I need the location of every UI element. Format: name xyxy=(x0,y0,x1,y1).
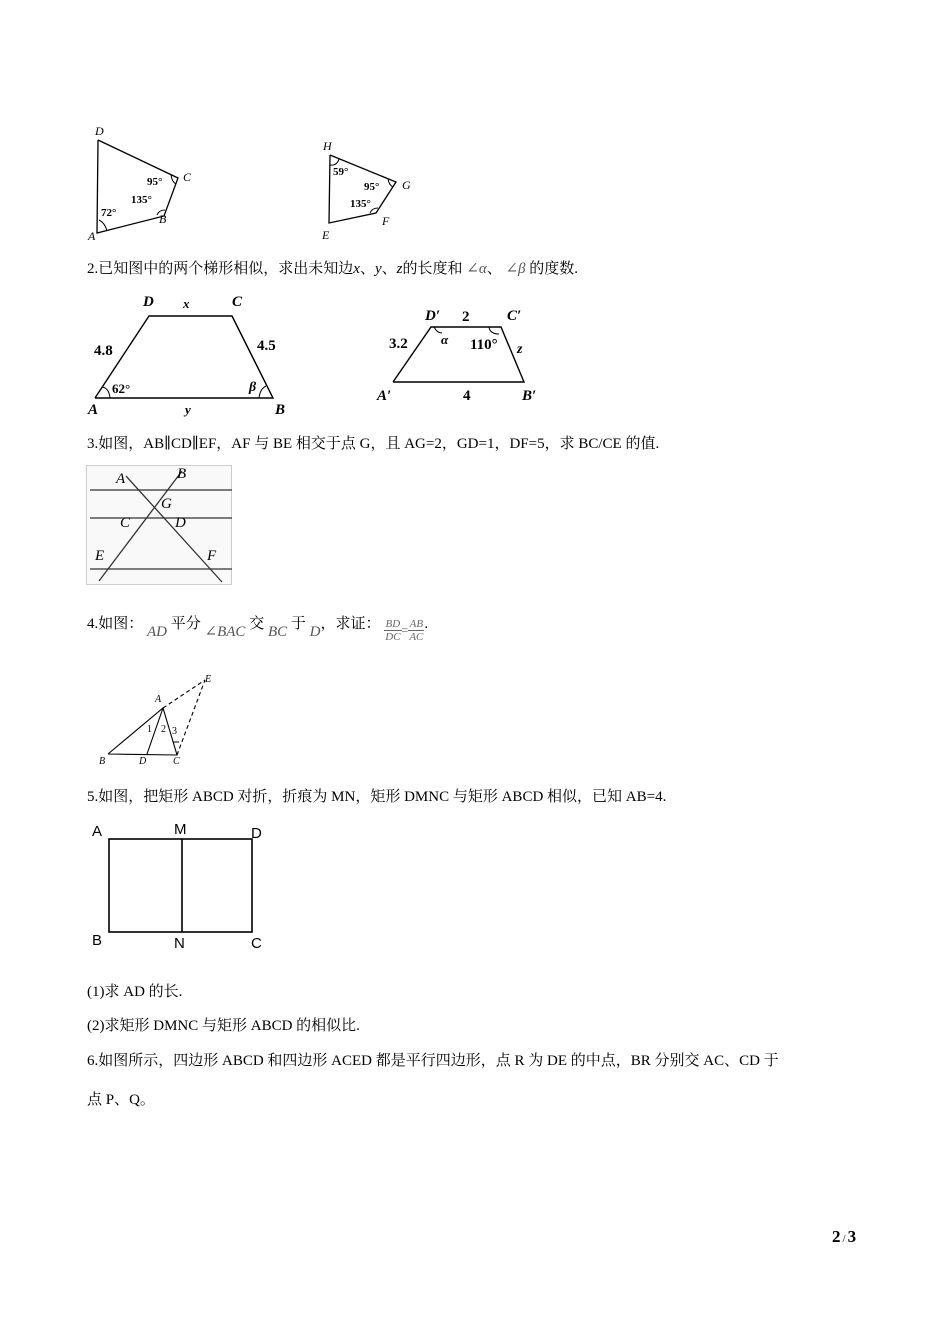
label-C: C xyxy=(183,170,192,184)
label-E: E xyxy=(95,548,105,564)
rectangle-abcd-figure xyxy=(108,838,254,934)
angle-f-label: 135° xyxy=(350,198,371,210)
label-D: D xyxy=(143,294,154,310)
label-B-prime: B′ xyxy=(522,388,537,404)
angle-2-label: 2 xyxy=(161,724,166,735)
side-ab-prime-label: 4 xyxy=(463,388,471,404)
trapezoid-abcd-prime-figure xyxy=(385,320,535,390)
var-z: z xyxy=(396,261,403,277)
label-A: A xyxy=(116,471,126,487)
side-ad-label: 4.8 xyxy=(94,343,113,359)
var-x: x xyxy=(353,261,360,277)
angle-b-label: 135° xyxy=(131,194,152,206)
q4-text: 平分 xyxy=(170,616,201,632)
q4-text: 于 xyxy=(290,616,306,632)
period: . xyxy=(424,616,429,632)
label-N: N xyxy=(174,935,185,952)
angle-beta: ∠β xyxy=(505,261,526,277)
seg-bc: BC xyxy=(267,624,288,640)
label-F: F xyxy=(207,548,217,564)
label-C: C xyxy=(251,935,262,952)
page-total: 3 xyxy=(847,1227,857,1246)
angle-110-label: 110° xyxy=(470,337,498,353)
sep: 、 xyxy=(359,261,375,277)
question-number: 2. xyxy=(87,261,99,277)
var-y: y xyxy=(374,261,382,277)
side-z-label: z xyxy=(517,342,523,357)
label-A: A xyxy=(88,402,99,418)
question-4-text xyxy=(87,610,429,644)
side-dc-label: 2 xyxy=(462,309,470,325)
label-C: C xyxy=(173,756,180,767)
frac-numerator: BD xyxy=(385,618,401,631)
label-B: B xyxy=(92,932,103,949)
q4-text: ，求证： xyxy=(320,616,381,632)
label-D: D xyxy=(139,756,147,767)
label-A: A xyxy=(88,229,96,243)
sep: 、 xyxy=(381,261,397,277)
angle-beta-label: β xyxy=(249,380,257,395)
frac-denominator: DC xyxy=(385,631,401,644)
label-A: A xyxy=(155,694,162,705)
equals-sign: = xyxy=(401,623,409,637)
q2-text-c: 的度数. xyxy=(529,261,579,277)
question-6-line-2: 点 P、Q。 xyxy=(87,1092,155,1108)
angle-alpha-label: α xyxy=(441,332,449,347)
angle-bisector-figure xyxy=(95,672,225,772)
label-G: G xyxy=(161,496,172,512)
angle-3-label: 3 xyxy=(172,726,177,737)
label-C-prime: C′ xyxy=(507,308,522,324)
label-E: E xyxy=(205,674,212,685)
label-G: G xyxy=(402,178,411,192)
label-C: C xyxy=(120,515,131,531)
question-2-text xyxy=(87,259,578,279)
label-y: y xyxy=(185,402,191,417)
label-D: D xyxy=(175,515,186,531)
angle-g-label: 95° xyxy=(364,181,380,193)
page-separator: / xyxy=(842,1233,846,1245)
angle-h-label: 59° xyxy=(333,166,349,178)
frac-numerator: AB xyxy=(409,618,424,631)
angle-a-label: 62° xyxy=(112,381,131,396)
angle-c-label: 95° xyxy=(147,176,163,188)
label-D: D xyxy=(95,124,104,138)
label-C: C xyxy=(232,294,243,310)
angle-alpha: ∠α xyxy=(466,261,487,277)
question-6-line-1: 6.如图所示，四边形 ABCD 和四边形 ACED 都是平行四边形，点 R 为 DE 的中点，BR 分别交 AC、CD 于 xyxy=(87,1053,779,1069)
angle-a-label: 72° xyxy=(101,207,117,219)
sep: 、 xyxy=(486,261,502,277)
parallel-lines-figure xyxy=(86,465,232,585)
label-H: H xyxy=(323,139,332,153)
seg-ad: AD xyxy=(147,624,168,640)
label-D: D xyxy=(251,825,262,842)
label-B: B xyxy=(275,402,286,418)
label-E: E xyxy=(322,228,330,242)
question-5-part-2: (2)求矩形 DMNC 与矩形 ABCD 的相似比. xyxy=(87,1018,360,1034)
label-F: F xyxy=(382,214,390,228)
label-B: B xyxy=(99,756,106,767)
side-ad-prime-label: 3.2 xyxy=(389,336,408,352)
question-5-part-1: (1)求 AD 的长. xyxy=(87,984,183,1000)
fraction-ab-ac xyxy=(408,618,424,643)
q2-text-b: 的长度和 xyxy=(402,261,463,277)
label-A: A xyxy=(92,823,103,840)
side-bc-label: 4.5 xyxy=(257,338,276,354)
label-B: B xyxy=(159,212,167,226)
q2-text-a: 已知图中的两个梯形相似，求出未知边 xyxy=(98,261,354,277)
q4-prefix: 4.如图： xyxy=(87,616,144,632)
q4-text: 交 xyxy=(249,616,265,632)
fraction-bd-dc xyxy=(384,618,401,643)
point-d: D xyxy=(309,624,321,640)
label-A-prime: A′ xyxy=(377,388,392,404)
angle-1-label: 1 xyxy=(147,724,152,735)
page-number xyxy=(832,1227,856,1247)
angle-bac: ∠BAC xyxy=(204,624,246,640)
label-D-prime: D′ xyxy=(425,308,441,324)
label-M: M xyxy=(174,821,187,838)
frac-denominator: AC xyxy=(409,631,424,644)
question-5-text: 5.如图，把矩形 ABCD 对折，折痕为 MN，矩形 DMNC 与矩形 ABCD 相似，已知 AB=4. xyxy=(87,789,667,805)
page-current: 2 xyxy=(832,1227,841,1246)
question-3-text: 3.如图，AB∥CD∥EF，AF 与 BE 相交于点 G，且 AG=2，GD=1，DF=5，求 BC/CE 的值. xyxy=(87,436,660,452)
label-B: B xyxy=(177,466,187,482)
label-x: x xyxy=(183,296,190,311)
